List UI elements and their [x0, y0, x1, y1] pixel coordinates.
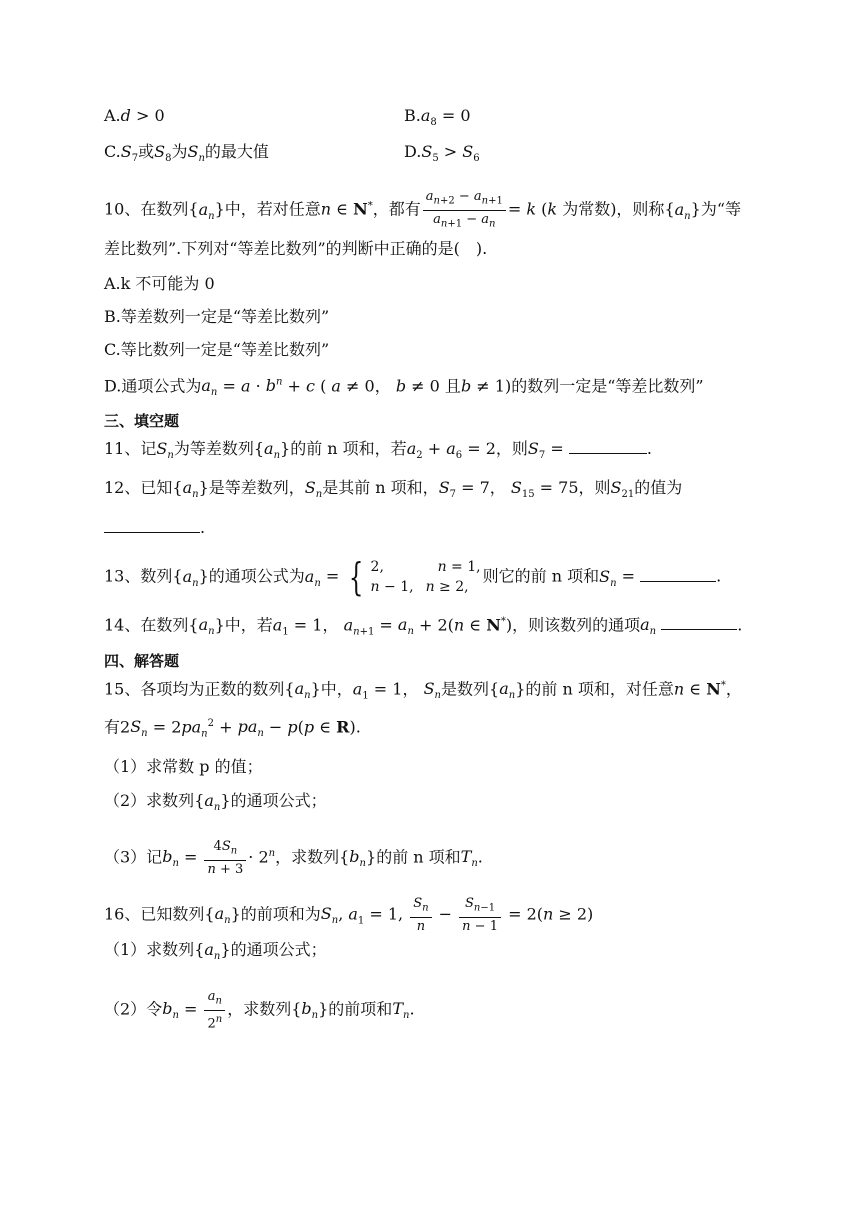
section-answer: 四、解答题: [104, 652, 180, 670]
q16-part2: （2）令$b_n$ = $\frac{a_n}{2^n}$ ，求数列$\{b_n\}$的前项和$T_n$.: [104, 989, 415, 1031]
q9-option-b: $B.a_8 = 0$: [404, 106, 471, 129]
q9-option-a: A.d > 0: [104, 106, 165, 125]
q14-answer-blank[interactable]: [661, 613, 737, 630]
q16-part1: （1）求数列$\{a_n\}$的通项公式；: [104, 940, 327, 963]
q10-option-b: B.等差数列一定是“等差比数列”: [104, 307, 330, 326]
q10-ratio-fraction: $\frac{a_{n+2} - a_{n+1}}{a_{n+1} - a_n}$: [423, 188, 506, 232]
q15-part2: （2）求数列$\{a_n\}$的通项公式；: [104, 791, 327, 814]
q12-answer-line: .: [104, 516, 205, 538]
q12-answer-blank[interactable]: [104, 516, 200, 533]
q13-answer-blank[interactable]: [640, 565, 716, 582]
q11: 11、记$S_n$为等差数列$\{a_n\}$的前 n 项和，若$a_2 + a_6 = 2$，则$S_7$ = .: [104, 439, 652, 462]
q16-fraction-1: $\frac{S_n}{n}$: [410, 895, 431, 935]
q15-stem-line2: 有$2S_n = 2pa_n^2 + pa_n - p(p$ ∈ R).: [104, 717, 361, 740]
q15-part1: （1）求常数 p 的值；: [104, 757, 263, 776]
q10-option-c: C.等比数列一定是“等差比数列”: [104, 340, 330, 359]
q11-answer-blank[interactable]: [569, 437, 647, 454]
q10-option-d: D.通项公式为$a_n = a \cdot b^n + c$ ( a ≠ 0， b ≠ 0 且b ≠ 1)的数列一定是“等差比数列”: [104, 376, 704, 399]
q14: 14、在数列$\{a_n\}$中，若$a_1 = 1$， $a_{n+1} = a_n + 2(n$ ∈ N*)，则该数列的通项$a_n$ .: [104, 615, 743, 638]
q9-option-d: $D.S_5 > S_6$: [404, 142, 480, 165]
q15-stem: 15、各项均为正数的数列$\{a_n\}$中，$a_1 = 1$， $S_n$是数列$\{a_n\}$的前 n 项和，对任意n ∈ N*，: [104, 679, 742, 702]
q10-option-a: A.k 不可能为 0: [104, 274, 215, 293]
q10-stem: 10、在数列$\{a_n\}$中，若对任意n ∈ N*，都有 $\frac{a_{n+2} - a_{n+1}}{a_{n+1} - a_n}$ = k (k 为常数)，则称$\{a_n\}$为“等: [104, 188, 741, 232]
q16-bn-fraction: $\frac{a_n}{2^n}$: [204, 988, 225, 1032]
q9-option-c: $C.S_7$或$S_8$为$S_n$的最大值: [104, 142, 269, 165]
q12: 12、已知$\{a_n\}$是等差数列，$S_n$是其前 n 项和，$S_7 = 7$， $S_{15} = 75$，则$S_{21}$的值为: [104, 478, 683, 501]
q10-stem-line2: 差比数列”.下列对“等差比数列”的判断中正确的是( ).: [104, 239, 488, 258]
section-fill-in: 三、填空题: [104, 412, 180, 430]
q16-stem: 16、已知数列$\{a_n\}$的前项和为$S_n$, $a_1 = 1$, $\frac{S_n}{n}$ − $\frac{S_{n-1}}{n - 1}$ = 2(n ≥ 2): [104, 896, 594, 934]
q13: 13、数列$\{a_n\}$的通项公式为$a_n$ = { 2, n = 1, n − 1, n ≥ 2,则它的前 n 项和$S_n$ = .: [104, 555, 722, 599]
q16-fraction-2: $\frac{S_{n-1}}{n - 1}$: [459, 895, 501, 935]
q15-part3: （3）记$b_n$ = $\frac{4S_n}{n + 3}$ · $2^n$，求数列$\{b_n\}$的前 n 项和$T_n$.: [104, 839, 483, 877]
q15-bn-fraction: $\frac{4S_n}{n + 3}$: [204, 838, 246, 878]
